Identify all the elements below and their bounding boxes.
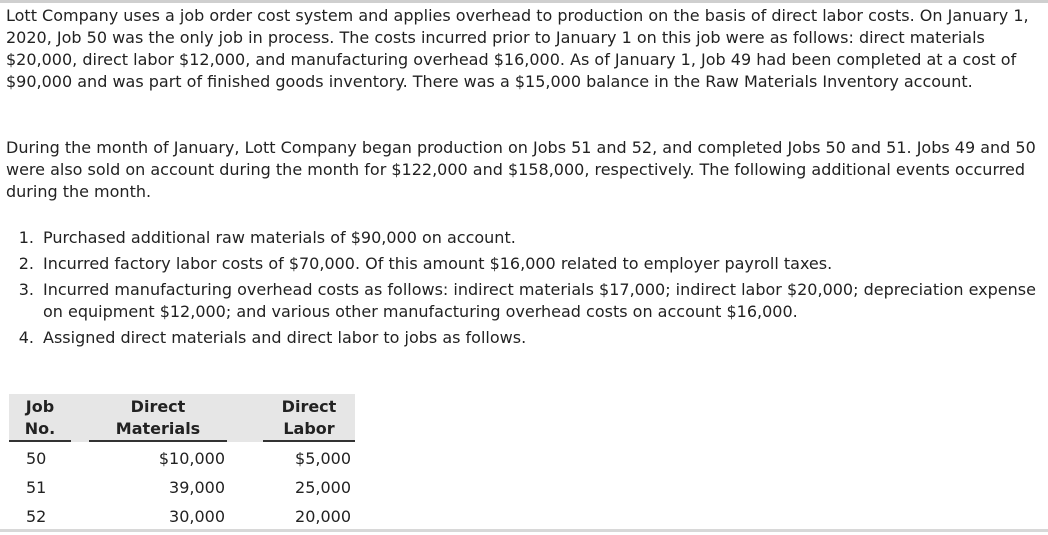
job-number: 50 bbox=[26, 449, 47, 468]
list-item-number: 3. bbox=[18, 280, 34, 299]
header-job-no bbox=[9, 394, 71, 442]
direct-labor-value: 25,000 bbox=[295, 478, 351, 497]
list-item-text: Incurred factory labor costs of $70,000. Of this amount $16,000 related to employer payroll taxes. bbox=[43, 254, 833, 273]
list-item-text: Purchased additional raw materials of $90,000 on account. bbox=[43, 228, 516, 247]
list-item-number: 1. bbox=[18, 228, 34, 247]
january-paragraph: During the month of January, Lott Company began production on Jobs 51 and 52, and completed Jobs 50 and 51. Jobs 49 and 50 were also sold on account during the month for $122,000 and $158,000, respectively. The following additional events occurred during the month. bbox=[6, 138, 1036, 201]
top-divider bbox=[0, 0, 1048, 3]
direct-materials-value: $10,000 bbox=[158, 449, 225, 468]
list-item-text: Assigned direct materials and direct labor to jobs as follows. bbox=[43, 328, 527, 347]
list-item-number: 2. bbox=[18, 254, 34, 273]
header-direct-labor bbox=[263, 394, 355, 442]
header-line: Job bbox=[25, 397, 55, 416]
header-line: Materials bbox=[115, 419, 201, 438]
list-item bbox=[6, 279, 1042, 323]
direct-labor-value: 20,000 bbox=[295, 507, 351, 526]
header-line: Labor bbox=[283, 419, 335, 438]
list-item bbox=[6, 253, 1042, 275]
list-item bbox=[6, 227, 1042, 249]
header-line: No. bbox=[24, 419, 56, 438]
header-direct-materials bbox=[89, 394, 227, 442]
direct-materials-value: 39,000 bbox=[169, 478, 225, 497]
list-item-text: Incurred manufacturing overhead costs as follows: indirect materials $17,000; indirect labor $20,000; depreciation expense on equipment $12,000; and various other manufacturing overhead costs on account $16,000. bbox=[43, 280, 1036, 321]
list-item bbox=[6, 327, 1042, 349]
events-list bbox=[6, 227, 1042, 353]
list-item-number: 4. bbox=[18, 328, 34, 347]
table-row bbox=[9, 477, 369, 506]
direct-labor-value: $5,000 bbox=[295, 449, 351, 468]
table-row bbox=[9, 448, 369, 477]
header-line: Direct bbox=[281, 397, 337, 416]
intro-paragraph: Lott Company uses a job order cost system and applies overhead to production on the basis of direct labor costs. On January 1, 2020, Job 50 was the only job in process. The costs incurred prior to January 1 on this job were as follows: direct materials $20,000, direct labor $12,000, and manufacturing overhead $16,000. As of January 1, Job 49 had been completed at a cost of $90,000 and was part of finished goods inventory. There was a $15,000 balance in the Raw Materials Inventory account. bbox=[6, 6, 1029, 91]
direct-materials-value: 30,000 bbox=[169, 507, 225, 526]
job-number: 52 bbox=[26, 507, 47, 526]
header-line: Direct bbox=[130, 397, 186, 416]
job-number: 51 bbox=[26, 478, 47, 497]
